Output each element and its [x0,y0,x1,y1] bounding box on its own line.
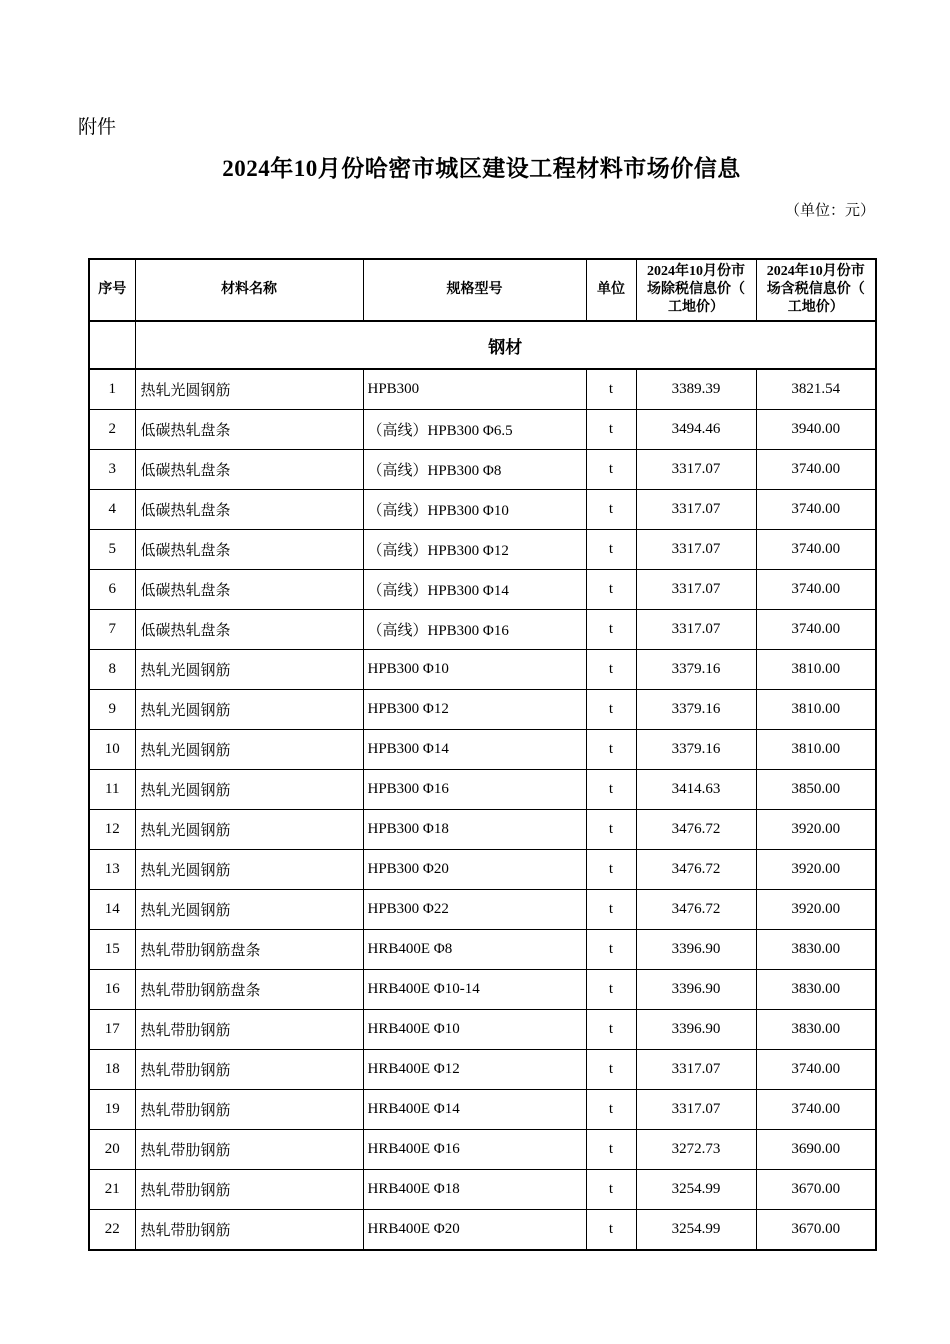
row-material-name: 热轧带肋钢筋 [135,1130,363,1170]
row-unit: t [586,970,636,1010]
row-unit: t [586,890,636,930]
row-spec: （高线）HPB300 Φ14 [363,570,586,610]
row-unit: t [586,810,636,850]
row-price-ex-tax: 3396.90 [636,970,756,1010]
table-row [89,850,876,890]
row-price-inc-tax: 3830.00 [756,970,876,1010]
row-seq: 8 [89,650,135,690]
row-spec: HPB300 Φ14 [363,730,586,770]
page-title: 2024年10月份哈密市城区建设工程材料市场价信息 [222,156,741,181]
row-price-ex-tax: 3317.07 [636,570,756,610]
row-price-ex-tax: 3272.73 [636,1130,756,1170]
row-price-inc-tax: 3670.00 [756,1170,876,1210]
table-row [89,810,876,850]
row-unit: t [586,410,636,450]
row-unit: t [586,850,636,890]
section-empty-cell [89,321,135,369]
table-row [89,369,876,410]
row-price-inc-tax: 3830.00 [756,930,876,970]
row-seq: 1 [89,369,135,410]
table-row [89,1090,876,1130]
row-unit: t [586,730,636,770]
row-price-inc-tax: 3920.00 [756,810,876,850]
row-material-name: 热轧带肋钢筋盘条 [135,970,363,1010]
row-unit: t [586,450,636,490]
row-price-inc-tax: 3830.00 [756,1010,876,1050]
row-price-ex-tax: 3476.72 [636,810,756,850]
row-price-ex-tax: 3254.99 [636,1170,756,1210]
row-price-inc-tax: 3740.00 [756,490,876,530]
row-price-inc-tax: 3670.00 [756,1210,876,1251]
row-seq: 5 [89,530,135,570]
row-material-name: 热轧光圆钢筋 [135,770,363,810]
row-price-ex-tax: 3476.72 [636,850,756,890]
row-price-ex-tax: 3494.46 [636,410,756,450]
table-row [89,970,876,1010]
row-material-name: 热轧带肋钢筋 [135,1090,363,1130]
row-price-inc-tax: 3810.00 [756,690,876,730]
row-seq: 16 [89,970,135,1010]
row-price-ex-tax: 3389.39 [636,369,756,410]
row-unit: t [586,1090,636,1130]
row-price-ex-tax: 3317.07 [636,450,756,490]
row-spec: HRB400E Φ12 [363,1050,586,1090]
row-spec: （高线）HPB300 Φ10 [363,490,586,530]
row-material-name: 低碳热轧盘条 [135,610,363,650]
row-price-inc-tax: 3920.00 [756,890,876,930]
row-material-name: 低碳热轧盘条 [135,490,363,530]
row-material-name: 低碳热轧盘条 [135,530,363,570]
row-material-name: 热轧光圆钢筋 [135,690,363,730]
header-price-ex-tax: 2024年10月份市场除税信息价（工地价） [636,259,756,321]
row-unit: t [586,1010,636,1050]
table-row [89,410,876,450]
table-row [89,930,876,970]
table-row [89,770,876,810]
row-seq: 13 [89,850,135,890]
row-price-ex-tax: 3379.16 [636,650,756,690]
row-spec: （高线）HPB300 Φ16 [363,610,586,650]
row-price-ex-tax: 3396.90 [636,1010,756,1050]
unit-note: （单位：元） [784,203,875,219]
row-seq: 20 [89,1130,135,1170]
row-material-name: 低碳热轧盘条 [135,570,363,610]
table-row [89,1010,876,1050]
table-row [89,650,876,690]
row-material-name: 热轧光圆钢筋 [135,650,363,690]
table-row [89,1210,876,1251]
row-seq: 2 [89,410,135,450]
row-unit: t [586,930,636,970]
row-price-inc-tax: 3740.00 [756,450,876,490]
price-table [88,258,877,1251]
row-material-name: 热轧光圆钢筋 [135,369,363,410]
row-material-name: 低碳热轧盘条 [135,450,363,490]
row-material-name: 热轧光圆钢筋 [135,810,363,850]
row-spec: HPB300 Φ20 [363,850,586,890]
row-price-inc-tax: 3920.00 [756,850,876,890]
row-unit: t [586,570,636,610]
row-price-inc-tax: 3810.00 [756,730,876,770]
row-seq: 7 [89,610,135,650]
row-seq: 17 [89,1010,135,1050]
row-seq: 22 [89,1210,135,1251]
row-price-inc-tax: 3690.00 [756,1130,876,1170]
row-material-name: 热轧带肋钢筋 [135,1170,363,1210]
table-body [89,321,876,1250]
row-seq: 11 [89,770,135,810]
header-row [89,259,876,321]
row-spec: （高线）HPB300 Φ12 [363,530,586,570]
row-spec: HRB400E Φ14 [363,1090,586,1130]
row-seq: 21 [89,1170,135,1210]
row-price-inc-tax: 3810.00 [756,650,876,690]
row-spec: HRB400E Φ10-14 [363,970,586,1010]
row-price-inc-tax: 3821.54 [756,369,876,410]
row-material-name: 热轧带肋钢筋 [135,1050,363,1090]
row-seq: 12 [89,810,135,850]
row-seq: 15 [89,930,135,970]
table-row [89,530,876,570]
row-material-name: 热轧光圆钢筋 [135,730,363,770]
section-label: 钢材 [135,321,876,369]
row-price-ex-tax: 3317.07 [636,610,756,650]
row-material-name: 热轧光圆钢筋 [135,850,363,890]
row-material-name: 热轧光圆钢筋 [135,890,363,930]
table-row [89,690,876,730]
row-unit: t [586,1050,636,1090]
row-unit: t [586,610,636,650]
table-row [89,1050,876,1090]
row-price-ex-tax: 3317.07 [636,530,756,570]
row-price-inc-tax: 3940.00 [756,410,876,450]
row-unit: t [586,690,636,730]
row-spec: HPB300 Φ12 [363,690,586,730]
row-spec: HRB400E Φ20 [363,1210,586,1251]
row-price-inc-tax: 3740.00 [756,570,876,610]
row-unit: t [586,1170,636,1210]
row-spec: HRB400E Φ18 [363,1170,586,1210]
header-seq: 序号 [89,259,135,321]
row-seq: 9 [89,690,135,730]
row-seq: 6 [89,570,135,610]
row-price-ex-tax: 3379.16 [636,690,756,730]
section-row [89,321,876,369]
row-price-ex-tax: 3317.07 [636,490,756,530]
row-seq: 3 [89,450,135,490]
table-row [89,450,876,490]
row-price-ex-tax: 3317.07 [636,1090,756,1130]
row-spec: HRB400E Φ10 [363,1010,586,1050]
row-seq: 4 [89,490,135,530]
row-price-ex-tax: 3414.63 [636,770,756,810]
row-spec: HPB300 [363,369,586,410]
row-unit: t [586,650,636,690]
table-row [89,490,876,530]
row-spec: （高线）HPB300 Φ6.5 [363,410,586,450]
row-unit: t [586,1130,636,1170]
row-price-ex-tax: 3476.72 [636,890,756,930]
table-row [89,1130,876,1170]
row-price-inc-tax: 3740.00 [756,530,876,570]
row-spec: HRB400E Φ8 [363,930,586,970]
row-spec: HRB400E Φ16 [363,1130,586,1170]
table-row [89,570,876,610]
row-price-inc-tax: 3740.00 [756,1090,876,1130]
row-material-name: 热轧带肋钢筋 [135,1010,363,1050]
header-material-name: 材料名称 [135,259,363,321]
header-unit: 单位 [586,259,636,321]
row-spec: HPB300 Φ18 [363,810,586,850]
row-unit: t [586,490,636,530]
row-seq: 14 [89,890,135,930]
row-spec: HPB300 Φ16 [363,770,586,810]
row-unit: t [586,1210,636,1251]
table-row [89,730,876,770]
row-material-name: 热轧带肋钢筋盘条 [135,930,363,970]
row-price-inc-tax: 3740.00 [756,610,876,650]
row-unit: t [586,530,636,570]
header-price-inc-tax: 2024年10月份市场含税信息价（工地价） [756,259,876,321]
row-material-name: 热轧带肋钢筋 [135,1210,363,1251]
row-seq: 18 [89,1050,135,1090]
row-unit: t [586,770,636,810]
row-price-inc-tax: 3850.00 [756,770,876,810]
row-seq: 10 [89,730,135,770]
row-price-ex-tax: 3317.07 [636,1050,756,1090]
row-price-ex-tax: 3396.90 [636,930,756,970]
table-row [89,1170,876,1210]
header-spec: 规格型号 [363,259,586,321]
attachment-label: 附件 [78,117,117,138]
row-price-ex-tax: 3254.99 [636,1210,756,1251]
table-row [89,890,876,930]
row-price-ex-tax: 3379.16 [636,730,756,770]
table-row [89,610,876,650]
row-spec: （高线）HPB300 Φ8 [363,450,586,490]
row-price-inc-tax: 3740.00 [756,1050,876,1090]
row-spec: HPB300 Φ22 [363,890,586,930]
row-unit: t [586,369,636,410]
row-spec: HPB300 Φ10 [363,650,586,690]
row-material-name: 低碳热轧盘条 [135,410,363,450]
row-seq: 19 [89,1090,135,1130]
